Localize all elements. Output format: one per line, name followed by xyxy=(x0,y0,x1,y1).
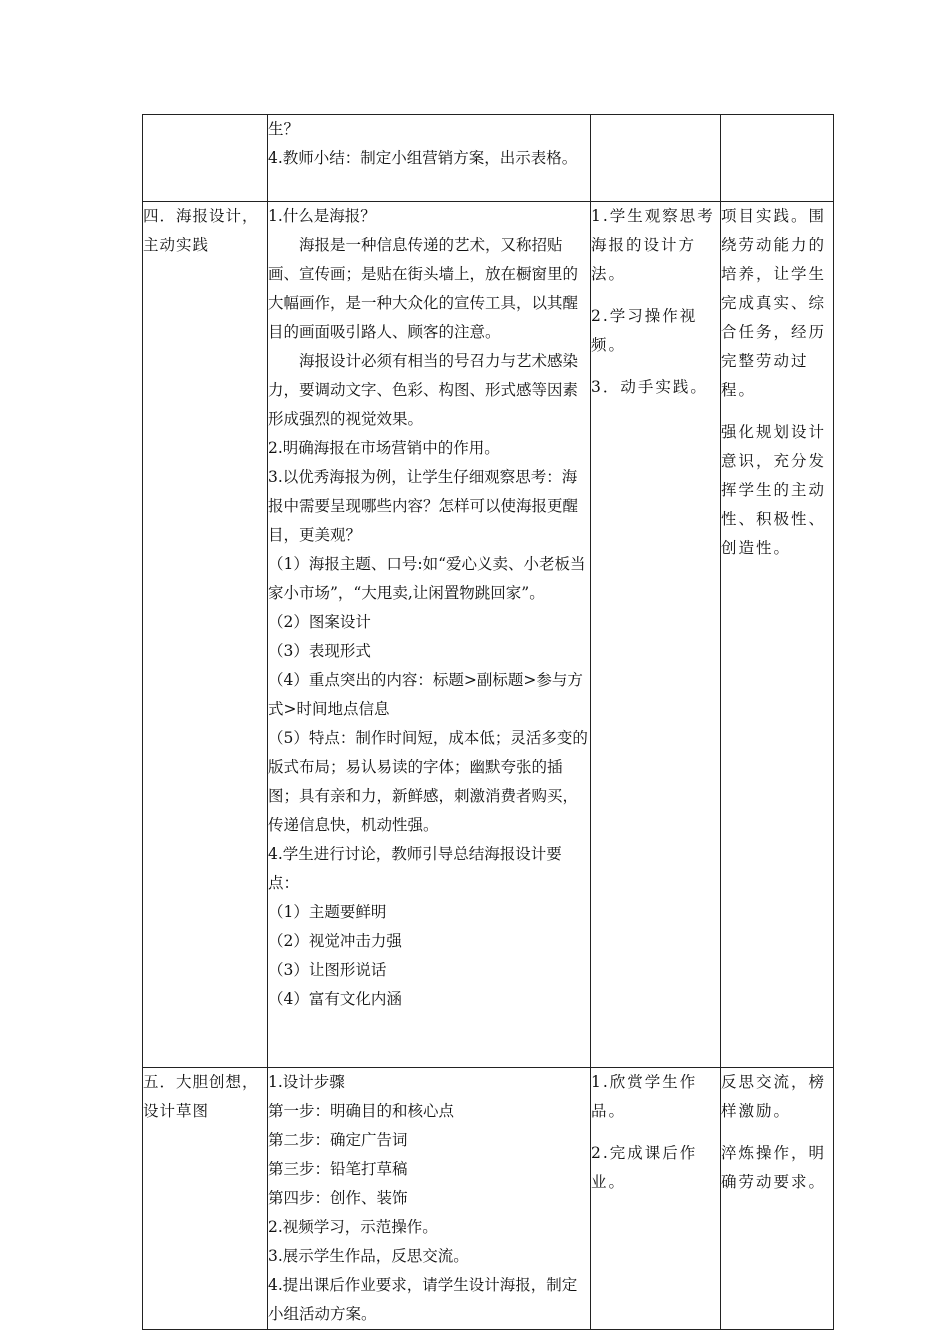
content-cell xyxy=(268,202,591,1068)
intent-cell xyxy=(721,1068,834,1330)
table-row xyxy=(143,115,834,202)
activity-item: 2.学习操作视频。 xyxy=(591,307,698,354)
content-cell xyxy=(268,1068,591,1330)
content-paragraph: 2.明确海报在市场营销中的作用。 xyxy=(268,439,500,457)
intent-cell xyxy=(721,202,834,1068)
content-paragraph: 生？ xyxy=(268,120,300,138)
content-paragraph: （4）重点突出的内容：标题>副标题>参与方式>时间地点信息 xyxy=(268,671,583,718)
activity-cell xyxy=(591,202,721,1068)
stage-cell: 五．大胆创想，设计草图 xyxy=(143,1068,268,1330)
content-paragraph: 4.教师小结：制定小组营销方案，出示表格。 xyxy=(268,149,578,167)
content-paragraph: 3.以优秀海报为例，让学生仔细观察思考：海报中需要呈现哪些内容？怎样可以使海报更醒目，更美观？ xyxy=(268,468,579,544)
content-paragraph: 1.什么是海报？ xyxy=(268,207,376,225)
content-paragraph: 1.设计步骤 xyxy=(268,1073,345,1091)
content-paragraph: 2.视频学习，示范操作。 xyxy=(268,1218,438,1236)
intent-item: 淬炼操作，明确劳动要求。 xyxy=(721,1144,827,1191)
content-paragraph: 4.提出课后作业要求，请学生设计海报，制定小组活动方案。 xyxy=(268,1276,578,1323)
content-paragraph: 第一步：明确目的和核心点 xyxy=(268,1102,455,1120)
content-paragraph: 海报设计必须有相当的号召力与艺术感染力，要调动文字、色彩、构图、形式感等因素形成强烈的视觉效果。 xyxy=(268,352,579,428)
table-row xyxy=(143,202,834,1068)
intent-item: 反思交流，榜样激励。 xyxy=(721,1073,827,1120)
intent-cell xyxy=(721,115,834,202)
lesson-plan-table xyxy=(142,114,834,1330)
table-row xyxy=(143,1068,834,1330)
content-paragraph: （1）海报主题、口号:如“爱心义卖、小老板当家小市场”，“大甩卖,让闲置物跳回家”。 xyxy=(268,555,586,602)
activity-cell xyxy=(591,1068,721,1330)
activity-item: 2.完成课后作业。 xyxy=(591,1144,698,1191)
intent-item: 项目实践。围绕劳动能力的培养，让学生完成真实、综合任务，经历完整劳动过程。 xyxy=(721,207,827,399)
content-paragraph: （1）主题要鲜明 xyxy=(268,903,387,921)
content-paragraph: （2）图案设计 xyxy=(268,613,371,631)
stage-cell: 四．海报设计，主动实践 xyxy=(143,202,268,1068)
activity-item: 1.学生观察思考海报的设计方法。 xyxy=(591,207,715,283)
content-paragraph: 4.学生进行讨论，教师引导总结海报设计要点： xyxy=(268,845,562,892)
content-paragraph: 第二步：确定广告词 xyxy=(268,1131,408,1149)
activity-item: 3．动手实践。 xyxy=(591,378,708,396)
content-paragraph: 3.展示学生作品，反思交流。 xyxy=(268,1247,469,1265)
intent-item: 强化规划设计意识，充分发挥学生的主动性、积极性、创造性。 xyxy=(721,423,827,557)
activity-cell xyxy=(591,115,721,202)
activity-item: 1.欣赏学生作品。 xyxy=(591,1073,698,1120)
content-paragraph: （4）富有文化内涵 xyxy=(268,990,402,1008)
content-paragraph: （2）视觉冲击力强 xyxy=(268,932,402,950)
content-paragraph: （3）让图形说话 xyxy=(268,961,387,979)
content-paragraph: 第三步：铅笔打草稿 xyxy=(268,1160,408,1178)
content-paragraph: （5）特点：制作时间短，成本低；灵活多变的版式布局；易认易读的字体；幽默夸张的插图；具有亲和力，新鲜感，刺激消费者购买，传递信息快，机动性强。 xyxy=(268,729,588,834)
content-cell xyxy=(268,115,591,202)
content-paragraph: （3）表现形式 xyxy=(268,642,371,660)
content-paragraph: 第四步：创作、装饰 xyxy=(268,1189,408,1207)
stage-cell xyxy=(143,115,268,202)
content-paragraph: 海报是一种信息传递的艺术，又称招贴画、宣传画；是贴在街头墙上，放在橱窗里的大幅画作，是一种大众化的宣传工具，以其醒目的画面吸引路人、顾客的注意。 xyxy=(268,236,579,341)
